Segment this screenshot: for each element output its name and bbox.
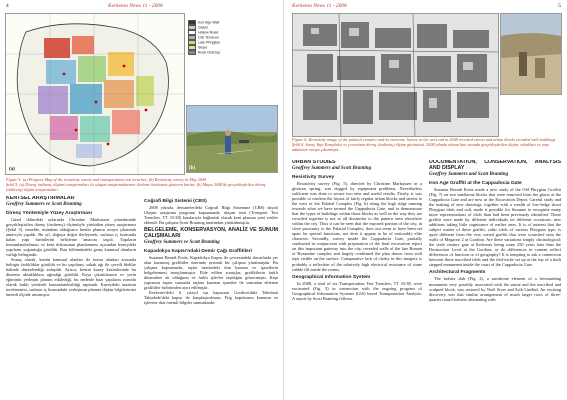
subheading: Resistivity Survey: [292, 174, 335, 180]
paragraph: Susanne Berndt Ersöz, Kapadokya Kapısı ile çevresindeki duvarlarda yer alan kazınmış graffitiler üzerinde ayrıntılı bir çalışma yürütmüştür. Bu çalışma kapsamında, taşlar üzerindeki tüm kazıma ve işaretlerin belgelenmesi amaçlanmıştır. Elde edilen sonuçlar, graffitilerin farklı dönemlere ait olduğunu ve farklı işlevler taşıdığını göstermiştir. Kapı yapısının inşası sırasında taşlara kazınan işaretler ile sonradan eklenen graffitiler birbirinden ayırt edilmiştir.: [144, 254, 278, 291]
authors: Geoffrey Summers ve Scott Branting: [6, 201, 82, 207]
resistivity-progress-map: [6, 14, 184, 174]
figure-5a-label: (a): [9, 167, 15, 172]
right-running-title: Kerkenes News 11 - 2008: [292, 3, 347, 9]
legend-item: Iron Age Wall: [188, 20, 278, 25]
figure-5-caption-en: Figure 5: (a) Progress Map of the resistivity survey and transportation test trenches; (b) Resistivity survey in May 2008: [6, 177, 207, 182]
paragraph: Sonuç olarak, kentin kamusal alanları ile konut alanları arasında belirgin farklılıklar görüldü ve bu yapıların, sokak ağı ile çevrili bloklar halinde düzenlendiği anlaşıldı. Ayrıca, kentin kuzey kesimlerinde bu düzenin aksaklıklara uğradığı görüldü. Kaya çıkıntılarının ve yerin eğiminin yerleşim planını etkilediği, bu nedenle bazı yapıların zorunlu olarak farklı yönlerde konumlandırıldığı saptandı. Kuzeydeki arazinin incelenmesi, surların iç kısmındaki yerleşimin planına ilişkin bilgilerimizi önemli ölçüde artırmıştır.: [6, 257, 136, 298]
resistivity-image: [293, 14, 498, 136]
authors: Geoffrey Summers and Scott Branting: [292, 165, 372, 171]
subheading: Direnç Yöntemiyle Yüzey Araştırması: [6, 210, 93, 216]
paragraph: Resistivity survey (Fig. 5), directed by Christine Markussen in a glorious spring, was dogged by equipment problems. Nevertheless sufficient was done to secure two new and useful results. Firstly, it was possible to confirm the layout of fairly regular urban blocks and streets to the west of the Palatial Complex (Fig. 6) along the high ridge running towards what we have termed the Cappadocia Gate, and to demonstrate that the types of buildings within those blocks as well as the way they are crowded together is not at all dissimilar to the pattern seen elsewhere within the city. Thus it can be seen that the exposed portion of the city, in close proximity to the Palatial Complex, does not seem to have been set apart for special functions, nor does it appear to be of noticeably elite character. Secondly, survey inside the Cappadocia Gate, partially conducted in conjunction with preparation of the final excavation report on this important gateway into the city, revealed walls of the late Roman or Byzantine complex and largely confirmed the plan drawn from wall tops visible on the surface. Comparative lack of clarity in this imagery is probably a reflection of the relatively high electrical resistance of stone rubble fill inside the rooms.: [292, 180, 422, 272]
section-heading: URBAN STUDIES: [292, 160, 336, 165]
legend-item: Late Phrygian: [188, 40, 278, 45]
survey-photo: [187, 106, 277, 172]
subheading: Iron Age Graffiti at the Cappadocia Gate: [429, 180, 522, 186]
left-running-title: Kerkenes News 11 - 2008: [108, 3, 163, 9]
legend-item: Rock Outcrop: [188, 50, 278, 55]
left-page: [0, 0, 283, 400]
paragraph: The bolster slab (Fig. 2), a sandstone element of a freestanding monument very possibly associated with the statue and the inscribed and sculpted block, was restored by Noël Siver and Erik Lindhal. An exciting discovery was that similar arrangement of much larger rows of three-quarter round bolsters alternating with: [429, 276, 561, 302]
paragraph: Güzel iklimdeki aylarında Christine Markussen yönetiminde gerçekleştirilen direnç (özdirenç) ölçümüyle yürütülen yüzey araştırması (Şekil 5), temelde, mümkün olduğunca kentin planını ortaya çıkarmak amacıyla yapıldı. Bu yıl, doğuya doğru ilerleyerek, surların iç kısmında kalan yapı birimlerini belirleme amacını taşıdı. Yapıların konumlandırılması ve kent dokusunun planlanması açısından kuzeydeki yapıların yoğunluğu görüldü. Batı bölümündeki geniş kamusal alanların varlığı belirgindir.: [6, 216, 136, 258]
map-legend: [188, 20, 278, 55]
figure-6-caption: [292, 138, 560, 153]
legend-item: Cist Terraces: [188, 35, 278, 40]
paragraph: Susanne Berndt Ersöz made a new study of the Old Phrygian Graffiti (Fig. 7) on two sandstone blocks that were removed from the glacis at the Cappadocia Gate and are now in the Excavation Depot. Careful study and the making of new drawings, together with a wealth of low-ledge shoot Phrygian idols and cult, made it possible for Susanne to recognise many more representations of idols than had been previously identified. These graffiti were made by different individuals on different occasions, new additions taking little cognisance of earlier ones. It is of interest that the subject matter of these graffiti, cultic idols of various Phrygian type, is quite different from the very varied graffiti that were scratched onto the walls of Megaron 2 at Gordion. Are these variations simply chronological; the sixth century gate at Kerkenes being some 250 years later than the Destruction Level at the Gordion, or do differences in content reflect differences of function or of geography? It is tempting to ask a connection between these inscribed idols and the idol-niche set up at the top of a built stepped monument inside the court of the Cappadocia Gate.: [429, 186, 561, 268]
section-heading: BELGELEME, KONSERVASYON, ANALİZ VE SUNUM ÇALIŞMALARI: [144, 227, 278, 240]
legend-item: Glacis: [188, 25, 278, 30]
figure-5-caption: [6, 178, 278, 193]
subheading: Coğrafi Bilgi Sistemi (CBS): [144, 199, 207, 204]
legend-item: Hollow Road: [188, 30, 278, 35]
paragraph: 2008 yılında, dersanelerdeki Coğrafi Bilgi Sistemine (CBS) dayalı Ulaşım araştırma programı kapsamında, ulaşım testi (Transport Test Trenches, TT 33-38) kazılarıyla bağlantılı olarak kent planına yeni veriler eklendi. Bu çalışma Scott Branting tarafından yürütülmüştür.: [144, 205, 278, 226]
figure-5b-photo: [186, 105, 278, 173]
right-page: [284, 0, 567, 400]
figure-6-caption-tr: Şekil 6. Saray Yapı Kompleksi ve çevresinin direnç (özdirenç) ölçüm görüntüsü. 2008 yılında alanın batı ucunda gerçekleştirilen ölçüm, sokakları ve yapı adalarını ortaya çıkarmıştır: [292, 141, 549, 152]
subheading: Architectural Fragments: [429, 270, 486, 276]
subheading: Geographical Information System: [292, 274, 371, 280]
figure-6-photo: [500, 13, 562, 95]
authors: Geoffrey Summers and Scott Branting: [429, 171, 509, 177]
authors: Geoffrey Summers ve Scott Branting: [144, 240, 220, 246]
legend-item: Slope: [188, 45, 278, 50]
subheading: Kapadokya Kapısı'ndaki Demir Çağı Graffitileri: [144, 248, 252, 254]
paragraph: Kerkenes'deki 6. yüzyıl sur kapısının Gordion'daki Tahtebati Tahtakale'deki kapısı ile karşılaştırılması, Frig kapılarının konumu ve işlevine dair önemli bilgiler sunmaktadır.: [144, 290, 278, 306]
figure-6-caption-en: Figure 6: Resistivity image of the palatial complex and its environs. Survey at the west end in 2008 revealed streets and urban blocks crowded with buildings: [292, 137, 556, 142]
left-column-2: [144, 196, 278, 396]
right-column-1: [292, 160, 422, 398]
right-page-number: 5: [558, 3, 561, 9]
paragraph: In 2008, a total of six Transportation Test Trenches, TT 33-38, were excavated (Fig. 5) in connection with the ongoing program of Geographical Information Systems (GIS) based Transportation Analysis. A report by Scott Branting follows.: [292, 280, 422, 301]
figure-5a-map: [5, 13, 185, 175]
section-heading: DOCUMENTATION, CONSERVATION, ANALYSIS AND DISPLAY: [429, 160, 561, 171]
section-heading: KENTSEL ARAŞTIRMALAR: [6, 196, 75, 201]
left-page-number: 4: [6, 3, 9, 9]
left-column-1: [6, 196, 136, 396]
figure-5b-label: (b): [189, 166, 196, 171]
figure-6-resistivity-image: [292, 13, 499, 137]
figure-5-caption-tr: Şekil 5. (a) Direnç özdirenç ölçümü araştırmaları ile ulaşım araştırmalarının ilerleme haritasını gösteren harita; (b) Mayıs 2008'de gerçekleştirilen direnç (özdirenç) ölçüm araştırmaları: [6, 181, 266, 192]
site-photo: [501, 14, 561, 94]
right-column-2: [429, 160, 561, 398]
